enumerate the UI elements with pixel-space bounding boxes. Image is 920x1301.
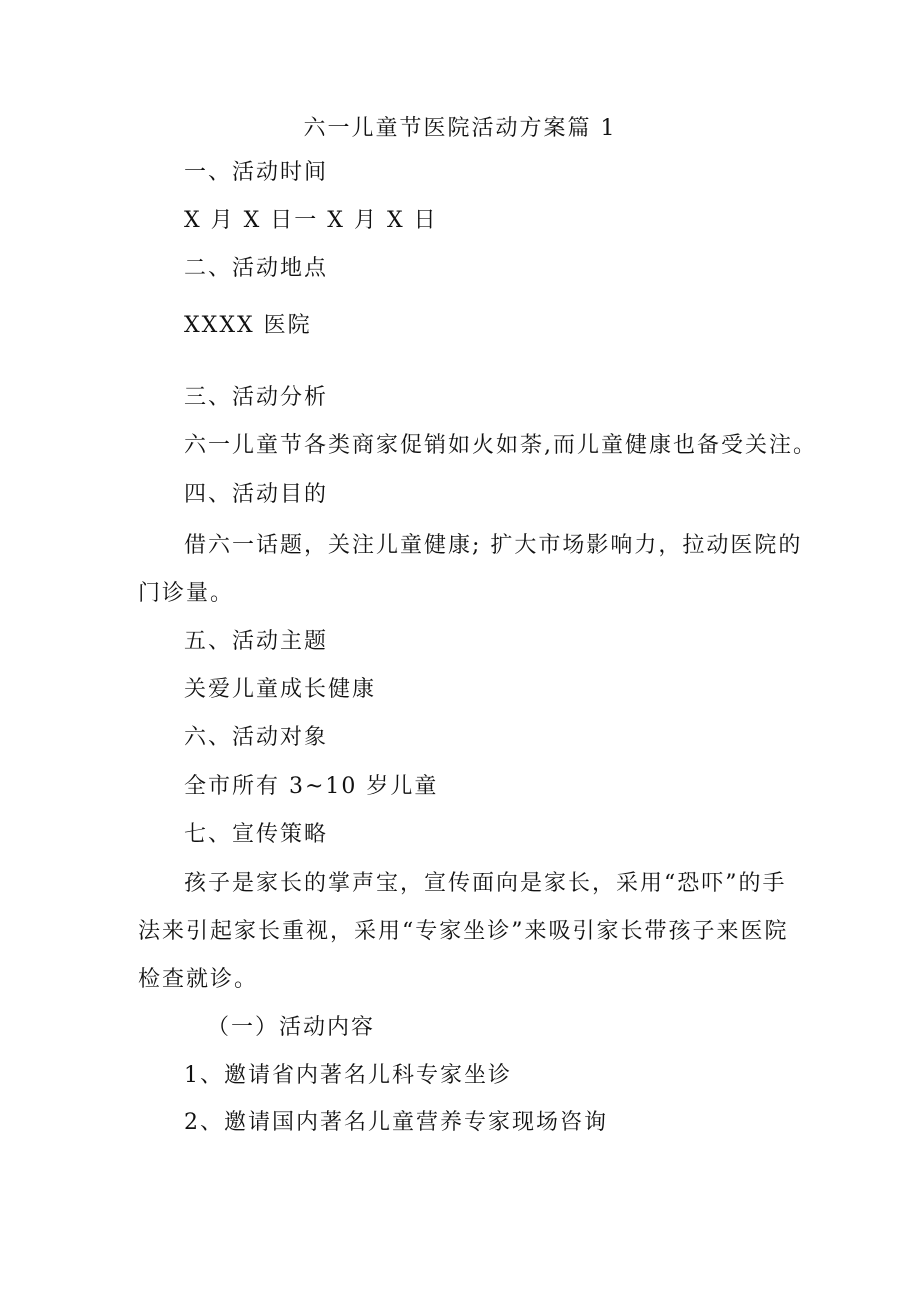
document-title: 六一儿童节医院活动方案篇 1 [303, 116, 617, 141]
subsection-heading-content: （一）活动内容 [207, 1015, 376, 1040]
list-item: 2、邀请国内著名儿童营养专家现场咨询 [184, 1110, 608, 1135]
section-heading-location: 二、活动地点 [184, 256, 329, 281]
section-body-theme: 关爱儿童成长健康 [184, 677, 377, 702]
section-heading-promotion: 七、宣传策略 [184, 822, 329, 847]
section-body-promotion-line1: 孩子是家长的掌声宝，宣传面向是家长，采用“恐吓”的手 [184, 871, 787, 896]
list-item: 1、邀请省内著名儿科专家坐诊 [184, 1063, 512, 1088]
section-heading-time: 一、活动时间 [184, 160, 329, 185]
section-body-promotion-line3: 检查就诊。 [138, 967, 259, 992]
section-heading-purpose: 四、活动目的 [184, 482, 329, 507]
section-body-time: X 月 X 日一 X 月 X 日 [184, 208, 438, 233]
section-body-audience: 全市所有 3~10 岁儿童 [184, 774, 439, 799]
section-heading-theme: 五、活动主题 [184, 629, 329, 654]
section-body-promotion-line2: 法来引起家长重视，采用“专家坐诊”来吸引家长带孩子来医院 [138, 919, 789, 944]
section-heading-analysis: 三、活动分析 [184, 385, 329, 410]
section-body-location: XXXX 医院 [184, 313, 312, 338]
section-body-analysis: 六一儿童节各类商家促销如火如荼,而儿童健康也备受关注。 [184, 433, 817, 458]
section-body-purpose-line1: 借六一话题，关注儿童健康; 扩大市场影响力，拉动医院的 [184, 533, 803, 558]
section-heading-audience: 六、活动对象 [184, 725, 329, 750]
section-body-purpose-line2: 门诊量。 [138, 581, 235, 606]
